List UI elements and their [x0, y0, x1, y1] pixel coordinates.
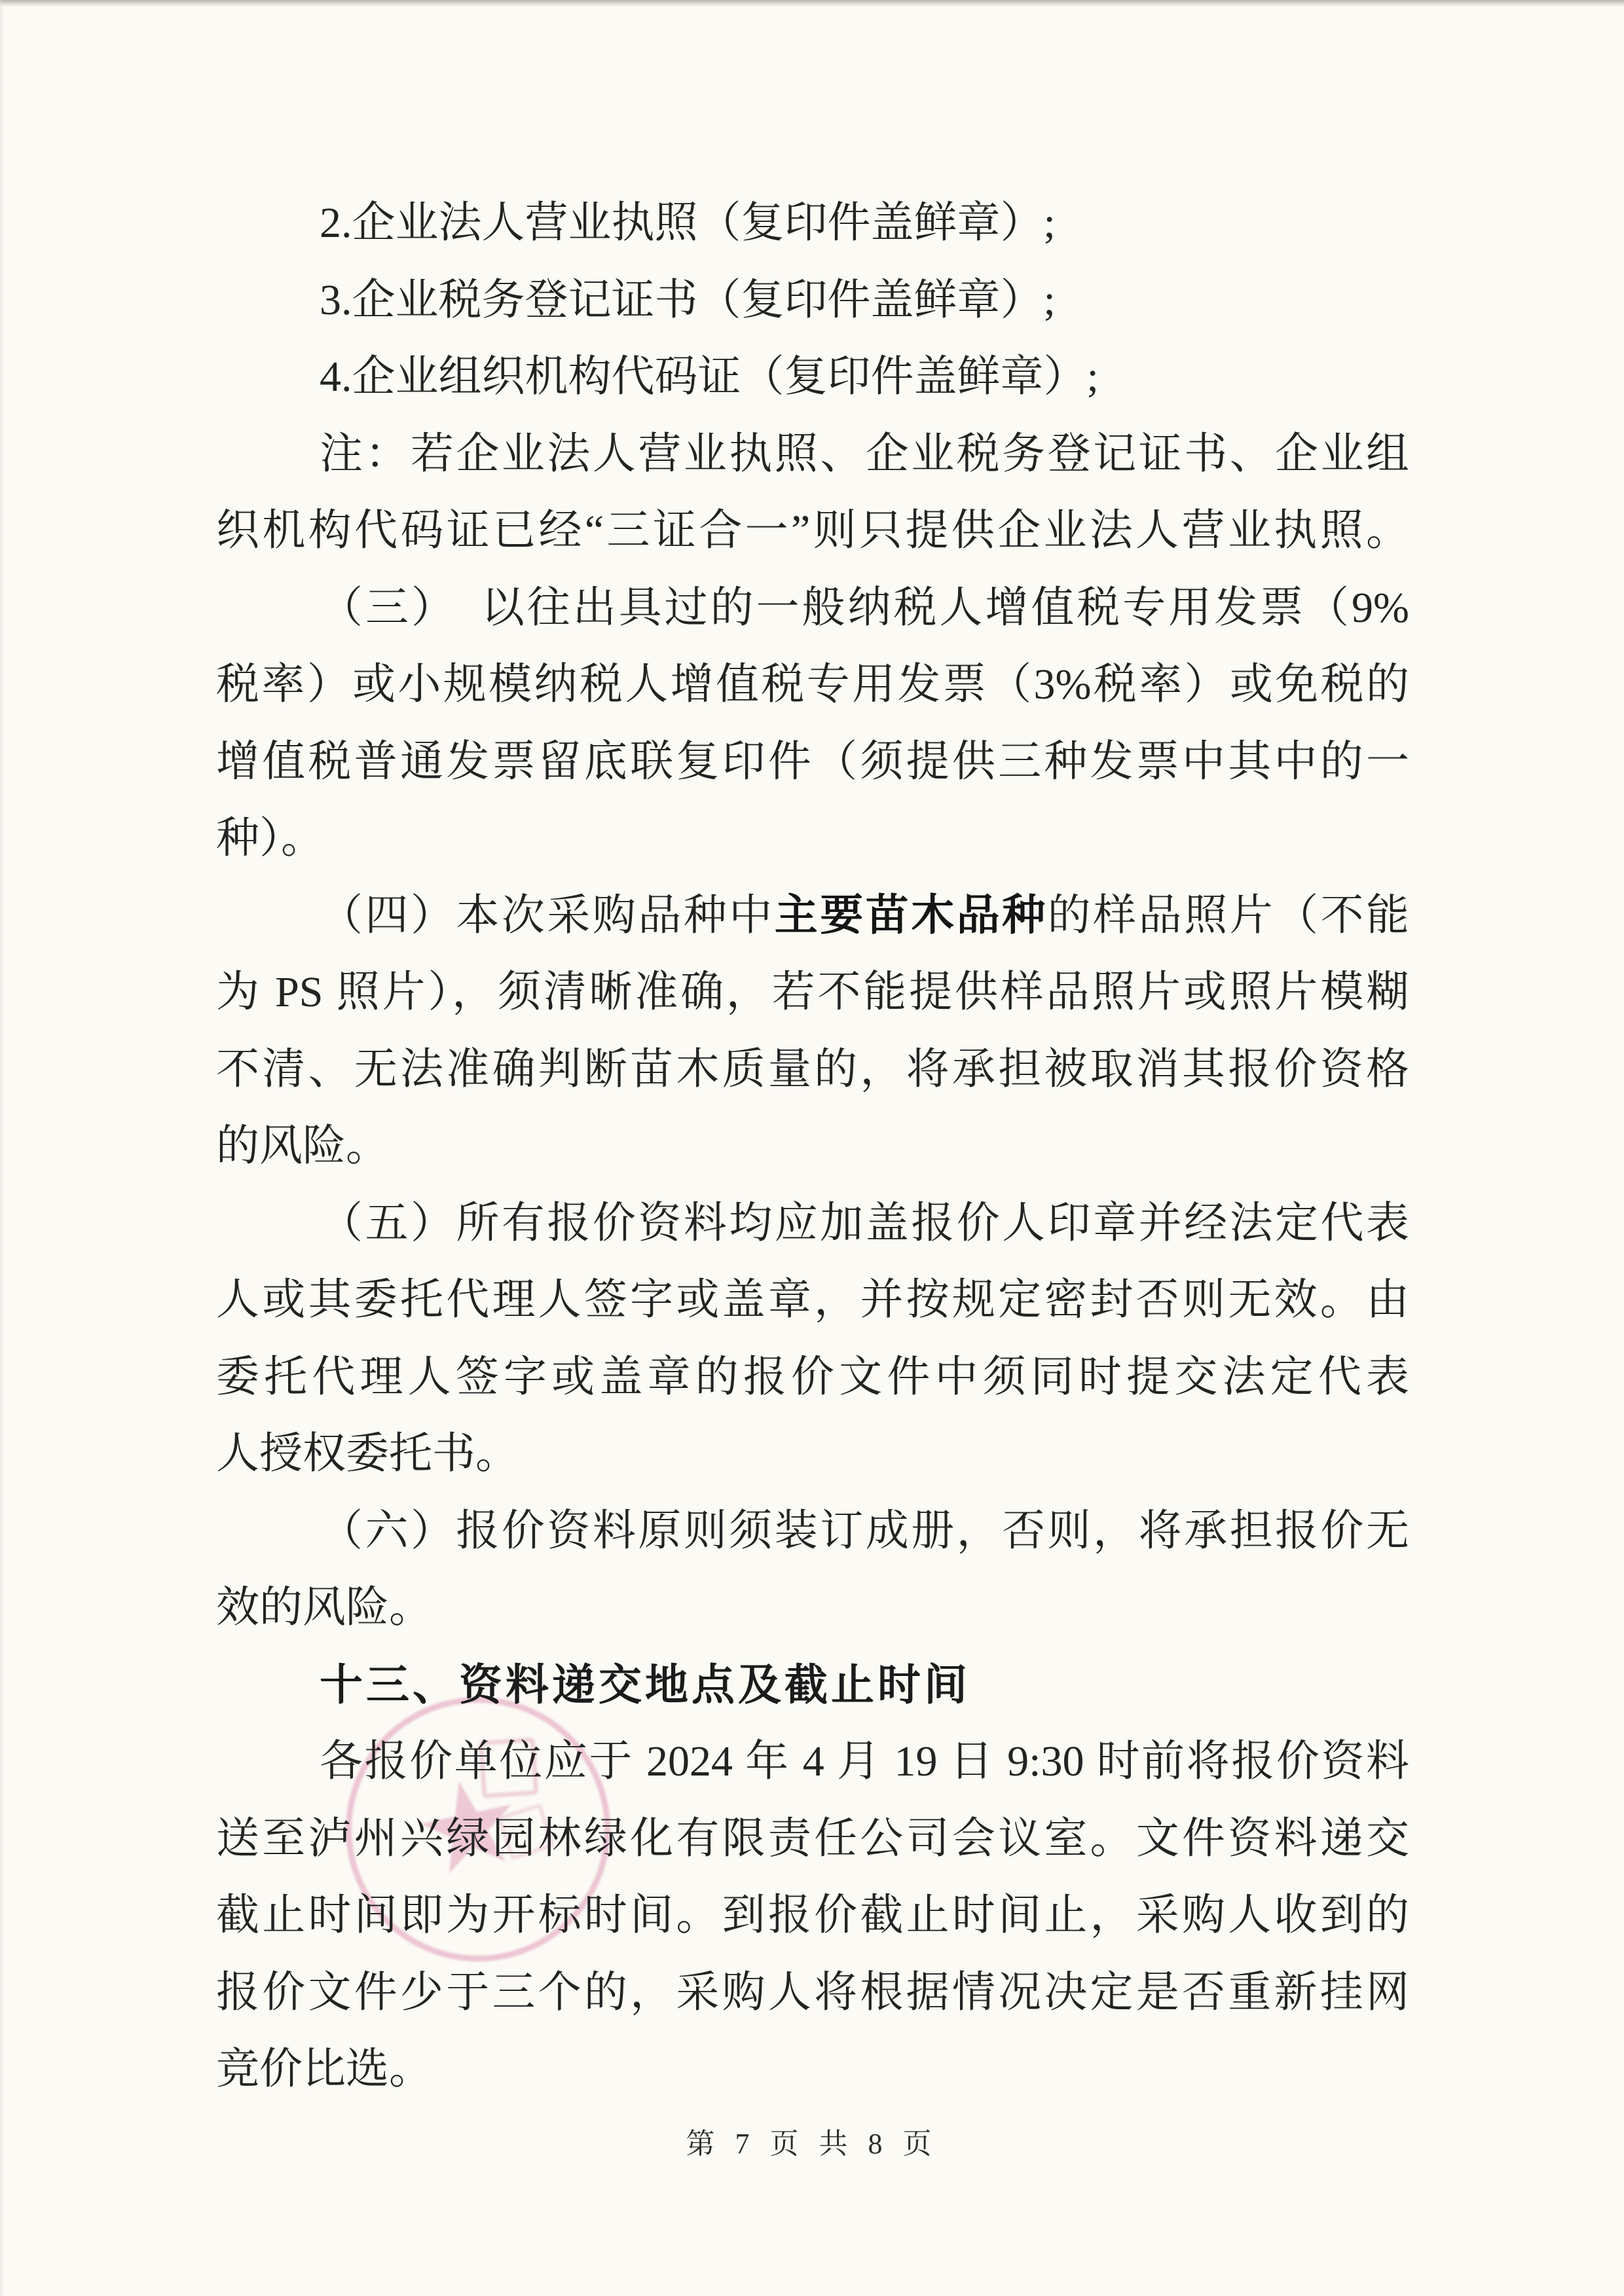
text-line: 的风险。 — [216, 1122, 389, 1170]
text-line: （六）报价资料原则须装订成册，否则，将承担报价无 — [320, 1506, 1409, 1555]
text-line: 效的风险。 — [216, 1584, 432, 1631]
text-line: （五）所有报价资料均应加盖报价人印章并经法定代表 — [320, 1199, 1409, 1247]
section-heading: 十三、资料递交地点及截止时间 — [320, 1660, 970, 1709]
text-line: 增值税普通发票留底联复印件（须提供三种发票中其中的一 — [216, 737, 1409, 786]
text-line: 税率）或小规模纳税人增值税专用发票（3%税率）或免税的 — [216, 661, 1409, 708]
text-line: 织机构代码证已经“三证合一”则只提供企业法人营业执照。 — [216, 507, 1409, 555]
text-block — [216, 185, 1409, 2108]
text-line: 人或其委托代理人签字或盖章，并按规定密封否则无效。由 — [216, 1276, 1409, 1324]
scan-edge-top — [0, 0, 1624, 7]
text-line: 各报价单位应于 2024 年 4 月 19 日 9:30 时前将报价资料 — [320, 1738, 1409, 1785]
text-line: 注：若企业法人营业执照、企业税务登记证书、企业组 — [320, 429, 1409, 478]
text-line: 报价文件少于三个的，采购人将根据情况决定是否重新挂网 — [216, 1968, 1409, 2016]
text-line: 4.企业组织机构代码证（复印件盖鲜章）; — [320, 353, 1099, 401]
page-footer: 第 7 页 共 8 页 — [686, 2128, 938, 2160]
text-line: （三） 以往出具过的一般纳税人增值税专用发票（9% — [320, 583, 1409, 632]
text-line: 不清、无法准确判断苗木质量的，将承担被取消其报价资格 — [216, 1045, 1409, 1093]
text-line: 截止时间即为开标时间。到报价截止时间止，采购人收到的 — [216, 1891, 1409, 1939]
text-line: 2.企业法人营业执照（复印件盖鲜章）; — [320, 199, 1056, 247]
text-line: 送至泸州兴绿园林绿化有限责任公司会议室。文件资料递交 — [216, 1814, 1409, 1863]
text-line: 委托代理人签字或盖章的报价文件中须同时提交法定代表 — [216, 1353, 1409, 1401]
text-line: 种）。 — [216, 814, 324, 862]
scan-edge-left — [0, 0, 4, 2296]
stamp-star-icon: ★ — [400, 1745, 536, 1906]
text-line: （四）本次采购品种中主要苗木品种的样品照片（不能 — [320, 891, 1409, 939]
text-line: 3.企业税务登记证书（复印件盖鲜章）; — [320, 276, 1056, 324]
text-line: 竞价比选。 — [216, 2045, 432, 2093]
text-line: 人授权委托书。 — [216, 1430, 519, 1478]
text-line: 为 PS 照片），须清晰准确，若不能提供样品照片或照片模糊 — [216, 968, 1409, 1016]
